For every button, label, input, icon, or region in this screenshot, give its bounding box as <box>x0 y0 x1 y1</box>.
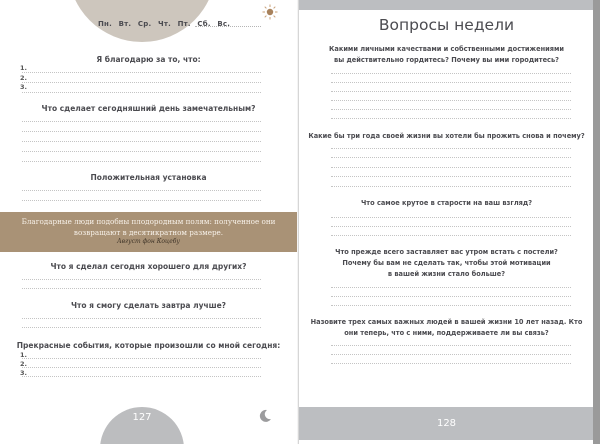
weekday-sun[interactable]: Вс. <box>217 20 231 28</box>
write-line[interactable] <box>331 91 571 92</box>
write-line[interactable] <box>331 73 571 74</box>
write-line[interactable] <box>331 235 571 236</box>
write-line[interactable] <box>331 176 571 177</box>
date-input-line[interactable] <box>195 26 261 27</box>
write-line[interactable] <box>22 92 261 93</box>
write-line[interactable] <box>331 363 571 364</box>
question-1-line-2: вы действительно гордитесь? Почему вы ими городитесь? <box>334 56 559 64</box>
book-edge <box>593 0 600 444</box>
weekday-tue[interactable]: Вт. <box>118 20 132 28</box>
write-line[interactable] <box>22 327 261 328</box>
weekday-sat[interactable]: Сб. <box>197 20 211 28</box>
write-line[interactable] <box>331 305 571 306</box>
question-4-line-3: в вашей жизни стало больше? <box>387 270 506 278</box>
weekday-wed[interactable]: Ср. <box>137 20 152 28</box>
write-line[interactable] <box>22 367 261 368</box>
write-line[interactable] <box>331 167 571 168</box>
write-line[interactable] <box>331 157 571 158</box>
question-4-line-1: Что прежде всего заставляет вас утром встать с постели? <box>335 248 558 256</box>
right-page <box>298 0 594 444</box>
page-number: 127 <box>132 412 152 423</box>
write-line[interactable] <box>22 141 261 142</box>
list-number: 3. <box>20 83 27 91</box>
write-line[interactable] <box>22 279 261 280</box>
page-number: 128 <box>436 418 457 429</box>
write-line[interactable] <box>331 226 571 227</box>
write-line[interactable] <box>331 217 571 218</box>
write-line[interactable] <box>22 288 261 289</box>
grateful-heading: Я благодарю за то, что: <box>96 55 201 64</box>
question-3 <box>299 198 594 209</box>
write-line[interactable] <box>22 72 261 73</box>
quote-line-1: Благодарные люди подобны плодородным полям: полученное они <box>21 217 276 226</box>
list-number: 3. <box>20 369 27 377</box>
question-1-line-1: Какими личными качествами и собственными достижениями <box>329 45 564 53</box>
question-3-line-1: Что самое крутое в старости на ваш взгляд? <box>360 199 533 207</box>
list-number: 1. <box>20 351 27 359</box>
write-line[interactable] <box>22 358 261 359</box>
quote-band <box>0 212 297 252</box>
question-1 <box>299 44 594 66</box>
write-line[interactable] <box>22 82 261 83</box>
question-2-line-1: Какие бы три года своей жизни вы хотели бы прожить снова и почему? <box>308 132 585 140</box>
good-for-others-heading: Что я сделал сегодня хорошего для других? <box>50 262 247 271</box>
write-line[interactable] <box>331 345 571 346</box>
beautiful-events-heading: Прекрасные события, которые произошли со мной сегодня: <box>16 341 281 350</box>
better-tomorrow-heading: Что я смогу сделать завтра лучше? <box>70 301 227 310</box>
page-number-badge <box>100 407 184 444</box>
write-line[interactable] <box>331 354 571 355</box>
list-number: 2. <box>20 74 27 82</box>
write-line[interactable] <box>22 190 261 191</box>
page-number-bar <box>299 407 594 440</box>
write-line[interactable] <box>22 161 261 162</box>
write-line[interactable] <box>22 121 261 122</box>
moon-icon <box>258 409 272 423</box>
affirmation-heading: Положительная установка <box>90 173 207 182</box>
wonderful-day-heading: Что сделает сегодняшний день замечательным? <box>41 104 256 113</box>
list-number: 2. <box>20 360 27 368</box>
write-line[interactable] <box>22 376 261 377</box>
top-bar <box>299 0 594 10</box>
quote-author: Август фон Коцебу <box>117 238 180 245</box>
weekday-fri[interactable]: Пт. <box>177 20 191 28</box>
write-line[interactable] <box>22 131 261 132</box>
write-line[interactable] <box>22 151 261 152</box>
write-line[interactable] <box>331 148 571 149</box>
question-5-line-2: они теперь, что с ними, поддерживаете ли вы связь? <box>344 329 549 337</box>
write-line[interactable] <box>22 318 261 319</box>
question-4 <box>299 247 594 280</box>
write-line[interactable] <box>331 118 571 119</box>
question-2 <box>299 131 594 142</box>
weekday-mon[interactable]: Пн. <box>98 20 112 28</box>
question-5-line-1: Назовите трех самых важных людей в вашей жизни 10 лет назад. Кто <box>310 318 583 326</box>
write-line[interactable] <box>331 109 571 110</box>
write-line[interactable] <box>331 100 571 101</box>
page-title: Вопросы недели <box>378 16 515 34</box>
question-4-line-2: Почему бы вам не сделать так, чтобы этой мотивации <box>342 259 551 267</box>
quote-line-2: возвращают в десятикратном размере. <box>73 228 224 237</box>
write-line[interactable] <box>331 82 571 83</box>
weekday-thu[interactable]: Чт. <box>157 20 171 28</box>
list-number: 1. <box>20 64 27 72</box>
write-line[interactable] <box>22 200 261 201</box>
left-page <box>0 0 297 444</box>
quote-text <box>0 216 297 238</box>
write-line[interactable] <box>331 287 571 288</box>
write-line[interactable] <box>331 296 571 297</box>
sun-icon <box>262 4 278 20</box>
write-line[interactable] <box>331 186 571 187</box>
question-5 <box>299 317 594 339</box>
